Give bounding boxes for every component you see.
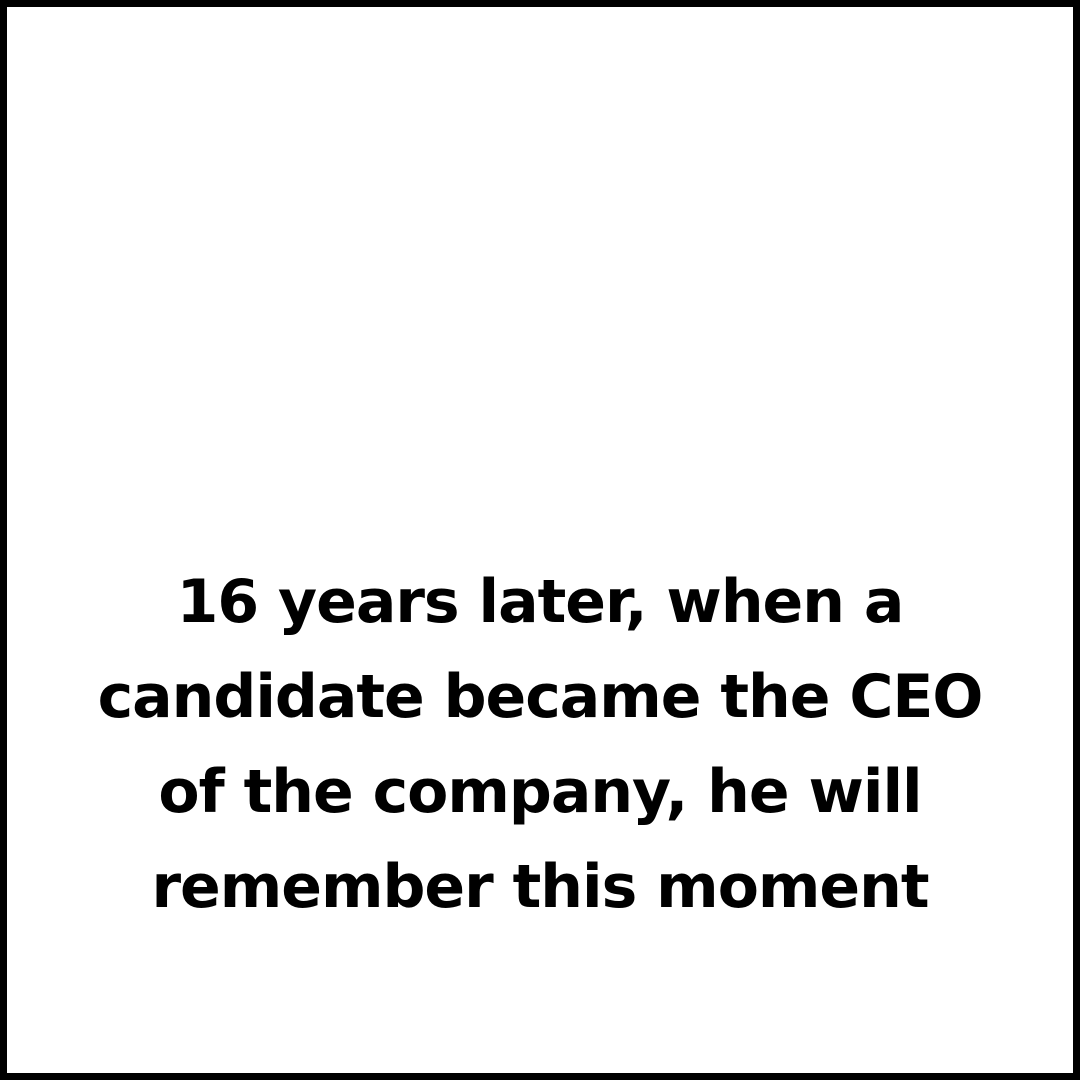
caption-line-4: remember this moment <box>151 852 929 922</box>
caption-line-2: candidate became the CEO <box>97 662 983 732</box>
caption-text <box>47 555 1033 935</box>
caption-line-1: 16 years later, when a <box>176 567 904 637</box>
caption-line-3: of the company, he will <box>158 757 922 827</box>
